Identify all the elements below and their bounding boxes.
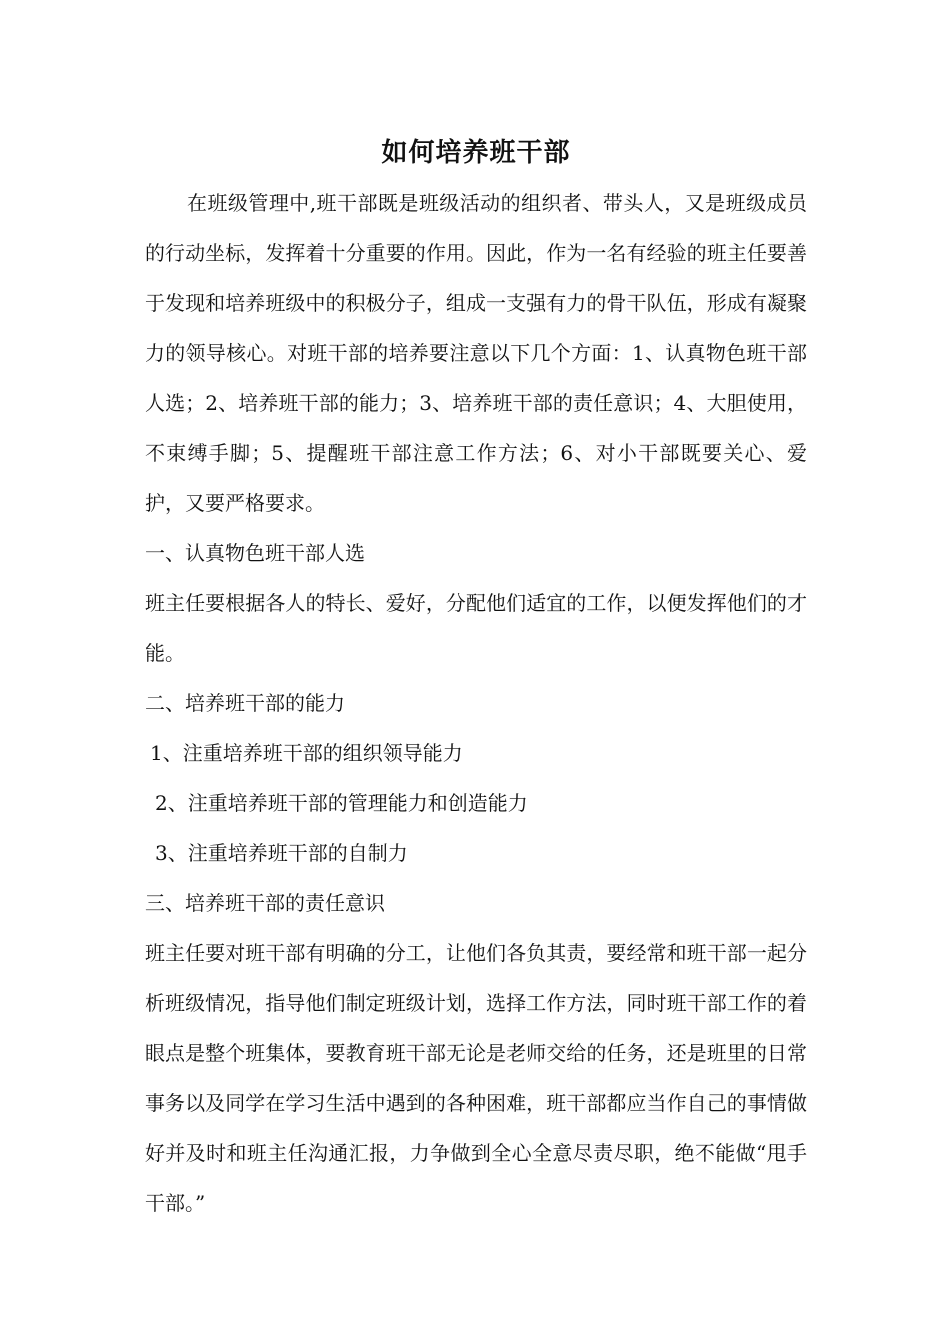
section-3-paragraph: 班主任要对班干部有明确的分工，让他们各负其责，要经常和班干部一起分析班级情况，指导他们制定班级计划，选择工作方法，同时班干部工作的着眼点是整个班集体，要教育班干部无论是老师交给的任务，还是班里的日常事务以及同学在学习生活中遇到的各种困难，班干部都应当作自己的事情做好并及时和班主任沟通汇报，力争做到全心全意尽责尽职，绝不能做“甩手干部。” [145,941,807,1215]
intro-paragraph: 在班级管理中,班干部既是班级活动的组织者、带头人，又是班级成员的行动坐标，发挥着十分重要的作用。因此，作为一名有经验的班主任要善于发现和培养班级中的积极分子，组成一支强有力的骨干队伍，形成有凝聚力的领导核心。对班干部的培养要注意以下几个方面：1、认真物色班干部人选；2、培养班干部的能力；3、培养班干部的责任意识；4、大胆使用，不束缚手脚；5、提醒班干部注意工作方法；6、对小干部既要关心、爱护，又要严格要求。 [145,191,807,515]
section-1-paragraph: 班主任要根据各人的特长、爱好，分配他们适宜的工作，以便发挥他们的才能。 [145,591,807,665]
section-heading-3: 三、培养班干部的责任意识 [145,891,385,915]
section-heading-2: 二、培养班干部的能力 [145,691,345,715]
list-item: 3、注重培养班干部的自制力 [155,841,408,865]
document-title: 如何培养班干部 [381,138,571,168]
list-item: 1、注重培养班干部的组织领导能力 [150,741,463,765]
section-heading-1: 一、认真物色班干部人选 [145,541,365,565]
document-body [145,128,807,1228]
list-item: 2、注重培养班干部的管理能力和创造能力 [155,791,528,815]
